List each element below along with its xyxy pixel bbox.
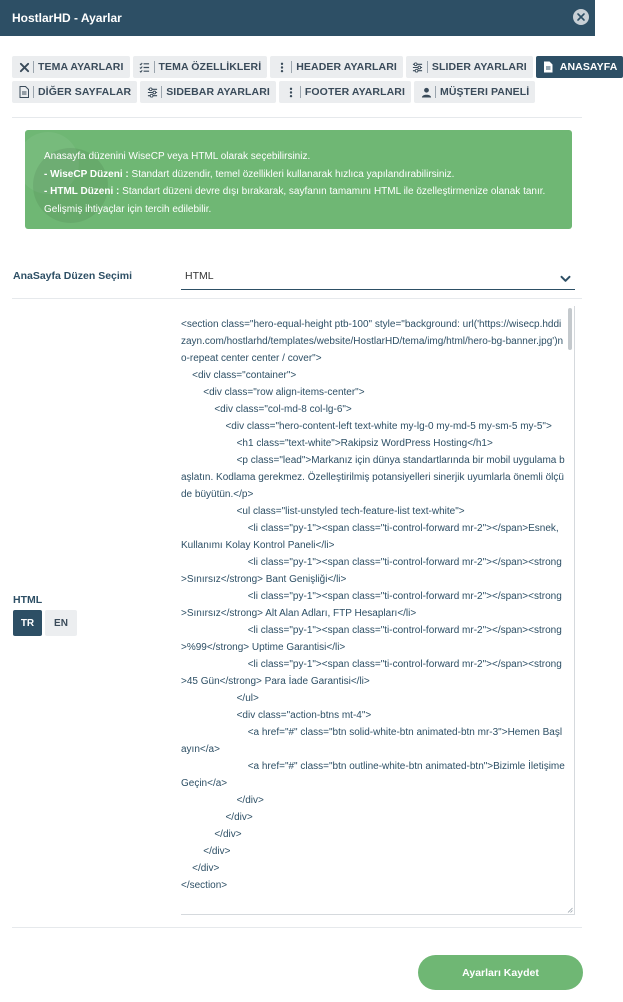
divider: [12, 298, 582, 299]
window-titlebar: [0, 0, 595, 36]
alert-text: Standart düzeni devre dışı bırakarak, sayfanın tamamını HTML ile özelleştirmenize olanak tanır. Gelişmiş ihtiyaçlar için tercih edilebilir.: [44, 186, 546, 215]
info-alert: [25, 130, 572, 229]
divider: [12, 927, 582, 928]
alert-line: [44, 183, 554, 218]
alert-text: Standart düzendir, temel özellikleri kullanarak hızlıca yapılandırabilirsiniz.: [128, 168, 455, 180]
tab-anasayfa[interactable]: [536, 56, 623, 78]
tab-row-2: [12, 81, 582, 103]
tab-label: HEADER AYARLARI: [296, 61, 397, 73]
layout-select[interactable]: [181, 262, 575, 290]
sliders-icon: [146, 86, 158, 98]
tab-header-ayarlari[interactable]: [270, 56, 403, 78]
tab-label: MÜŞTERI PANELİ: [440, 86, 530, 98]
divider: [12, 117, 582, 118]
chevron-down-icon: [560, 270, 571, 288]
layout-select-value: HTML: [185, 270, 214, 282]
list-check-icon: [139, 61, 151, 73]
tab-slider-ayarlari[interactable]: [406, 56, 533, 78]
alert-line: [44, 148, 554, 166]
tab-label: SLIDER AYARLARI: [431, 61, 527, 73]
close-icon: [577, 13, 585, 21]
document-icon: [542, 61, 554, 73]
layout-select-label: AnaSayfa Düzen Seçimi: [13, 270, 133, 282]
document-icon: [18, 86, 30, 98]
alert-bold-text: - HTML Düzeni :: [44, 186, 120, 197]
window-title: HostlarHD - Ayarlar: [12, 11, 122, 25]
tab-label: ANASAYFA: [559, 61, 618, 73]
tab-label: SIDEBAR AYARLARI: [166, 86, 270, 98]
tab-sidebar-ayarlari[interactable]: [140, 81, 276, 103]
settings-tabs: [12, 56, 618, 106]
vertical-dots-icon: [285, 86, 297, 98]
tab-diger-sayfalar[interactable]: [12, 81, 137, 103]
alert-bold-text: - WiseCP Düzeni :: [44, 168, 129, 180]
alert-text: Anasayfa düzenini WiseCP veya HTML olarak seçebilirsiniz.: [44, 151, 311, 162]
alert-line: [44, 166, 554, 184]
language-tab-en[interactable]: EN: [45, 610, 77, 636]
tab-tema-ayarlari[interactable]: [12, 56, 130, 78]
user-icon: [420, 86, 432, 98]
save-settings-button[interactable]: Ayarları Kaydet: [418, 955, 583, 990]
resize-handle-icon[interactable]: [567, 907, 573, 913]
tools-icon: [18, 61, 30, 73]
tab-label: DİĞER SAYFALAR: [38, 86, 132, 98]
tab-row-1: [12, 56, 618, 78]
tab-footer-ayarlari[interactable]: [279, 81, 411, 103]
scrollbar[interactable]: [568, 308, 572, 350]
tab-label: TEMA ÖZELLİKLERİ: [158, 61, 262, 73]
html-code-textarea[interactable]: [181, 306, 575, 915]
sliders-icon: [412, 61, 424, 73]
html-code-content: <section class="hero-equal-height ptb-100" style="background: url('https://wisecp.hddizayn.com/hostlarhd/templates/website/HostlarHD/tema/img/html/hero-bg-banner.jpg')no-repeat center center / cover"> <div class="container"> <div class="row align-items-center"> <div class="col-md-8 col-lg-6"> <div class="hero-content-left text-white my-lg-0 my-md-5 my-sm-5 my-5"> <h1 class="text-white">Rakipsiz WordPress Hosting</h1> <p class="lead">Markanız için dünya standartlarında bir mobil uygulama başlatın. Kodlama gerekmez. Özelleştirilmiş potansiyelleri sinerjik uyumlarla önemli ölçüde büyütün.</p> <ul class="list-unstyled tech-feature-list text-white"> <li class="py-1"><span class="ti-control-forward mr-2"></span>Esnek, Kullanımı Kolay Kontrol Paneli</li> <li class="py-1"><span class="ti-control-forward mr-2"></span><strong>Sınırsız</strong> Bant Genişliği</li> <li class="py-1"><span class="ti-control-forward mr-2"></span><strong>Sınırsız</strong> Alt Alan Adları, FTP Hesapları</li> <li class="py-1"><span class="ti-control-forward mr-2"></span><strong>%99</strong> Uptime Garantisi</li> <li class="py-1"><span class="ti-control-forward mr-2"></span><strong>45 Gün</strong> Para İade Garantisi</li> </ul> <div class="action-btns mt-4"> <a href="#" class="btn solid-white-btn animated-btn mr-3">Hemen Başlayın</a> <a href="#" class="btn outline-white-btn animated-btn">Bizimle İletişime Geçin</a> </div> </div> </div> </div> </div> </section>: [181, 319, 565, 891]
close-button[interactable]: [573, 9, 589, 25]
language-tab-tr[interactable]: TR: [13, 610, 42, 636]
tab-musteri-paneli[interactable]: [414, 81, 535, 103]
html-field-label: HTML: [13, 594, 43, 606]
tab-label: TEMA AYARLARI: [38, 61, 124, 73]
tab-label: FOOTER AYARLARI: [304, 86, 406, 98]
vertical-dots-icon: [276, 61, 288, 73]
tab-tema-ozellikleri[interactable]: [133, 56, 268, 78]
